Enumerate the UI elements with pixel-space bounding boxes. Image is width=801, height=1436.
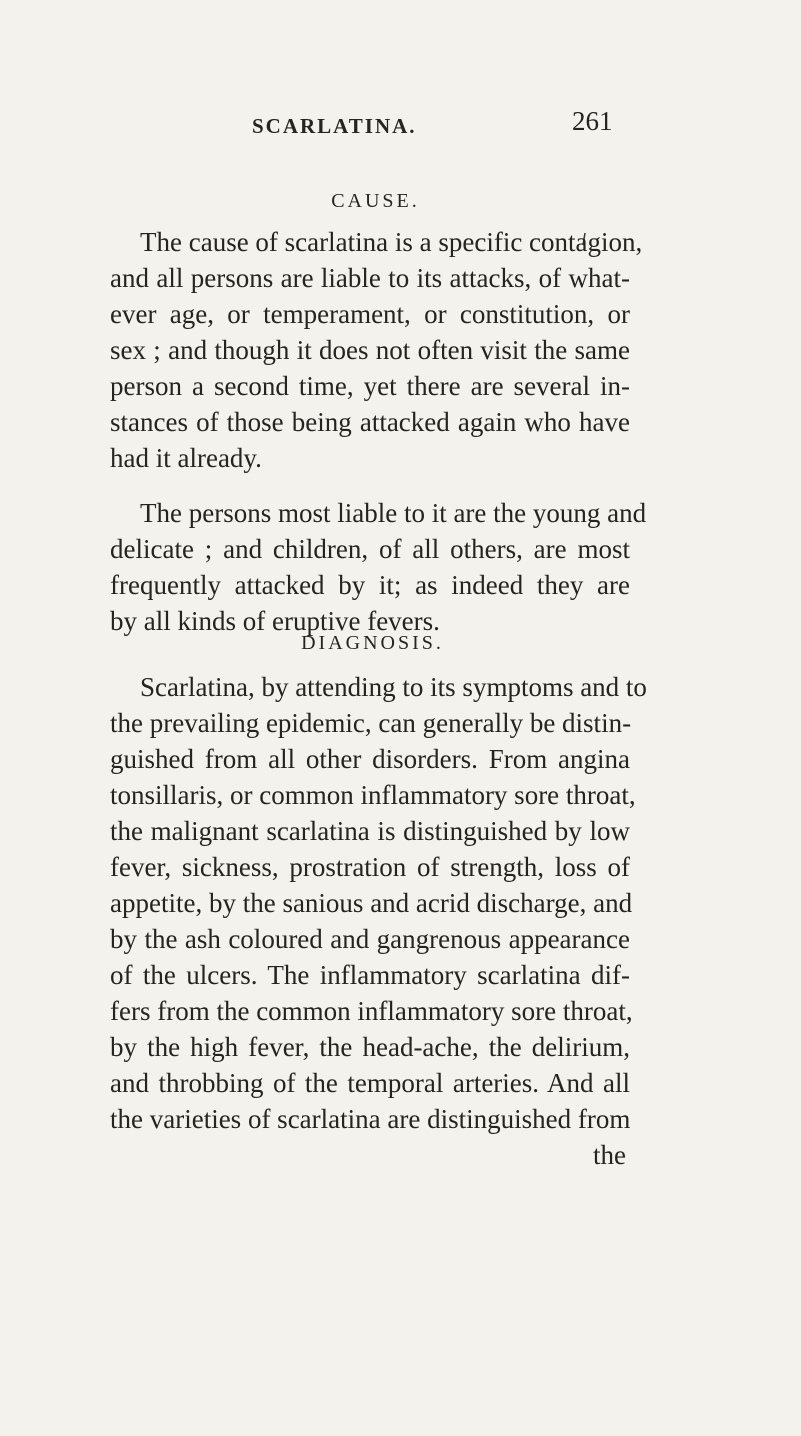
text-line: appetite, by the sanious and acrid discharge, and [110, 888, 633, 918]
text-line: the varieties of scarlatina are distinguished from [110, 1104, 631, 1134]
catchword: the [593, 1140, 626, 1170]
text-line: stances of those being attacked again who have [110, 407, 630, 437]
text-line: person a second time, yet there are several in- [110, 371, 630, 401]
paragraph-diagnosis-1 [110, 669, 647, 1173]
paragraph-cause-1 [110, 224, 643, 476]
text-line: fever, sickness, prostration of strength, loss of [110, 852, 630, 882]
text-line: frequently attacked by it; as indeed they are [110, 570, 630, 600]
text-line: fers from the common inflammatory sore throat, [110, 996, 633, 1026]
text-line: The cause of scarlatina is a specific contagion, [140, 227, 643, 257]
text-line: had it already. [110, 443, 262, 473]
text-line: guished from all other disorders. From angina [110, 744, 630, 774]
text-line: and all persons are liable to its attacks, of what- [110, 263, 630, 293]
text-line: by the high fever, the head-ache, the delirium, [110, 1032, 630, 1062]
text-line: delicate ; and children, of all others, are most [110, 534, 630, 564]
text-line: The persons most liable to it are the young and [140, 498, 647, 528]
section-heading-cause: CAUSE. [331, 190, 420, 212]
text-line: the prevailing epidemic, can generally be distin- [110, 708, 632, 738]
page-number: 261 [572, 106, 613, 136]
text-line: and throbbing of the temporal arteries. And all [110, 1068, 630, 1098]
text-line: by all kinds of eruptive fevers. [110, 606, 440, 636]
text-line: tonsillaris, or common inflammatory sore throat, [110, 780, 636, 810]
text-line: of the ulcers. The inflammatory scarlatina dif- [110, 960, 630, 990]
running-head [0, 106, 801, 146]
paragraph-cause-2 [110, 495, 647, 639]
text-line: the malignant scarlatina is distinguished by low [110, 816, 630, 846]
text-line: by the ash coloured and gangrenous appearance [110, 924, 630, 954]
section-heading-diagnosis: DIAGNOSIS. [301, 632, 444, 654]
text-line: sex ; and though it does not often visit the same [110, 335, 630, 365]
running-title: SCARLATINA. [252, 114, 417, 138]
text-line: ever age, or temperament, or constitution, or [110, 299, 630, 329]
text-line: Scarlatina, by attending to its symptoms and to [140, 672, 647, 702]
